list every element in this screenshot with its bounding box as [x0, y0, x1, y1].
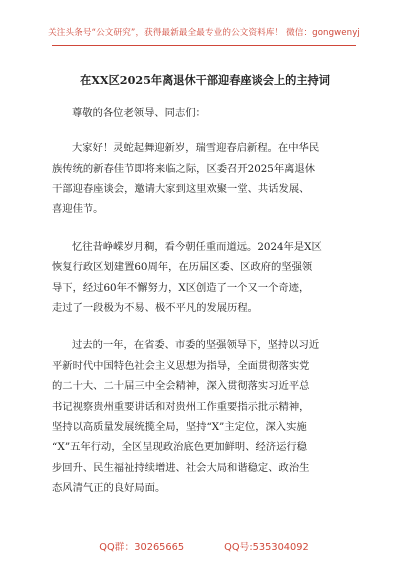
paragraph-line: 坚持以高质量发展统揽全局，坚持“X”主定位，深入实施: [52, 420, 307, 433]
paragraph-line: 干部迎春座谈会，邀请大家到这里欢聚一堂、共话发展、: [52, 183, 310, 196]
paragraph-line: 族传统的新春佳节即将来临之际，区委召开2025年离退休: [52, 162, 316, 175]
paragraph-line: 恢复行政区划建置60周年，在历届区委、区政府的坚强领: [52, 261, 313, 274]
paragraphs: [52, 138, 358, 498]
qq-number: QQ号:535304092: [224, 542, 309, 553]
paragraph-line: 忆往昔峥嵘岁月稠，看今朝任重而道远。2024年是X区: [72, 240, 322, 253]
paragraph-line: 大家好！灵蛇起舞迎新岁，瑞雪迎春启新程。在中华民: [72, 142, 320, 155]
document-title: 在XX区2025年离退休干部迎春座谈会上的主持词: [80, 73, 330, 87]
paragraph-line: 步回升、民生福祉持续增进、社会大局和谐稳定、政治生: [52, 461, 310, 474]
paragraph-line: 导下，经过60年不懈努力，X区创造了一个又一个奇迹，: [52, 281, 310, 294]
footer-contact: [0, 539, 408, 553]
paragraph: [52, 237, 358, 319]
paragraph-line: 平新时代中国特色社会主义思想为指导，全面贯彻落实党: [52, 359, 310, 372]
paragraph-line: 的二十大、二十届三中全会精神，深入贯彻落实习近平总: [52, 380, 310, 393]
paragraph-line: 过去的一年，在省委、市委的坚强领导下，坚持以习近: [72, 339, 320, 352]
paragraph-line: 态风清气正的良好局面。: [52, 482, 166, 495]
salutation: 尊敬的各位老领导、同志们：: [72, 107, 206, 119]
document-body: [52, 62, 358, 516]
paragraph-line: 走过了一段极为不易、极不平凡的发展历程。: [52, 302, 258, 315]
qq-group: QQ群：30265665: [99, 542, 185, 553]
paragraph-line: “X”五年行动，全区呈现政治底色更加鲜明、经济运行稳: [52, 441, 307, 454]
header-divider: [52, 45, 356, 46]
paragraph: [52, 138, 358, 220]
paragraph-line: 书记视察贵州重要讲话和对贵州工作重要指示批示精神，: [52, 400, 310, 413]
header-notice: 关注头条号“公文研究”，获得最新最全最专业的公文资料库！ 微信：gongwenyj: [48, 28, 360, 38]
paragraph-line: 喜迎佳节。: [52, 203, 104, 216]
paragraph: [52, 335, 358, 498]
